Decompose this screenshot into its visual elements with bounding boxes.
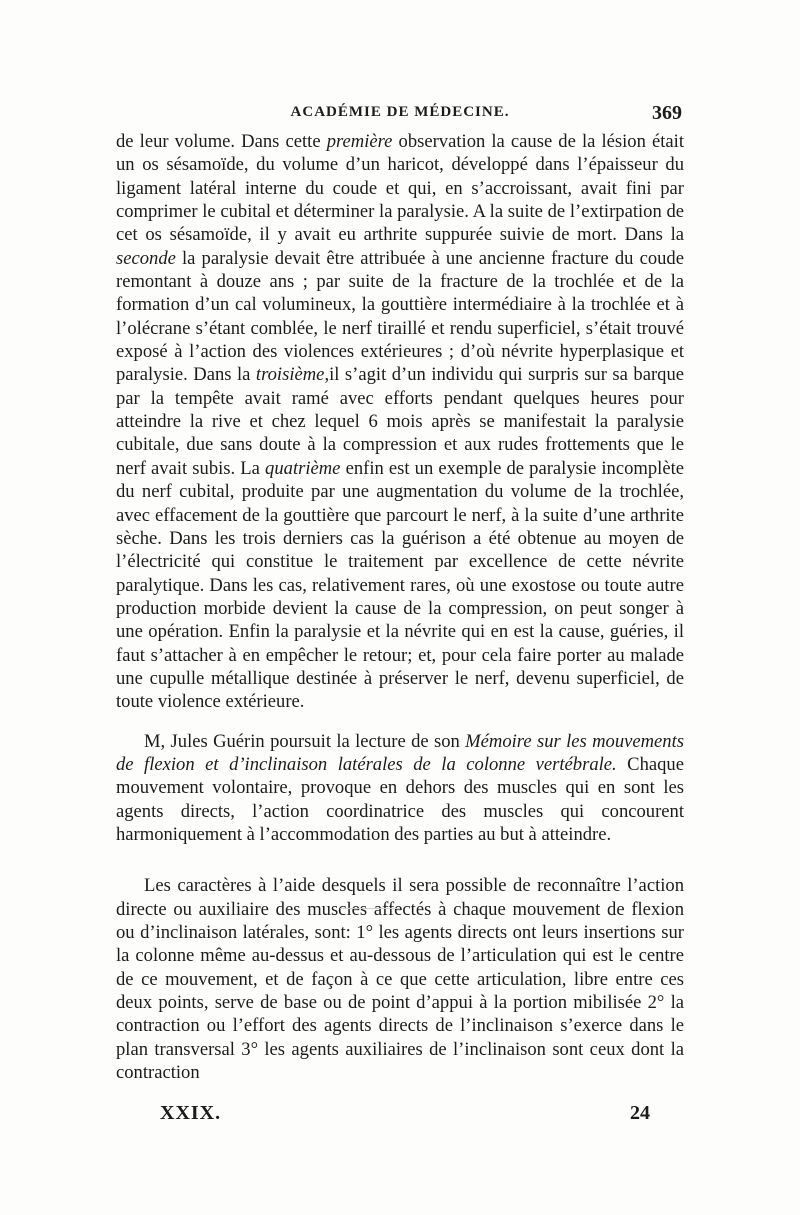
text-segment: Les caractères à l’aide desquels il sera possible de reconnaître l’action directe ou auxiliaire des muscles affectés à chaque mouvement de flexion ou d’inclinaison latérales, sont: 1° les agents directs ont leurs insertions sur la colonne même au-dessus et au-dessous de l’articulation qui est le centre de ce mouvement, et de façon à ce que cette articulation, libre entre ces deux points, serve de base ou de point d’appui à la portion mibilisée 2° la contraction ou l’effort des agents directs de l’inclinaison s’exerce dans le plan transversal 3° les agents auxiliaires de l’inclinaison sont ceux dont la contraction (116, 875, 684, 1084)
text-segment: ,il s’agit d’un individu qui surpris sur sa barque par la tempête avait ramé avec efforts pendant quelques heures pour atteindre la rive et chez lequel 6 mois après se manifestait la paralysie cubitale, due sans doute à la compression et aux rudes frottements que le nerf avait subis. La (116, 364, 685, 479)
italic-text-segment: Mémoire sur les mouvements de flexion et d’inclinaison latérales de la colonne vertébrale. (116, 730, 684, 775)
paragraph-muscle-characters (116, 874, 684, 1084)
text-segment: Chaque mouvement volontaire, provoque en dehors des muscles qui en sont les agents directs, l’action coordinatrice des muscles qui concourent harmoniquement à l’accommodation des parties au but à atteindre. (116, 753, 684, 845)
page-number: 369 (652, 102, 682, 124)
italic-text-segment: première (326, 131, 393, 152)
body-text (116, 130, 684, 1084)
text-segment: de leur volume. Dans cette (116, 131, 327, 152)
paragraph-guerin-memoire (116, 730, 684, 847)
signature-mark: XXIX. (160, 1102, 222, 1124)
paragraph-case-reports (116, 130, 684, 714)
text-segment: observation la cause de la lésion était un os sésamoïde, du volume d’un haricot, développé dans l’épaisseur du ligament latéral interne du coude et qui, en s’accroissant, avait fini par comprimer le cubital et déterminer la paralysie. A la suite de l’extirpation de cet os sésamoïde, il y avait eu arthrite suppurée suivie de mort. Dans la (116, 131, 684, 246)
text-segment: enfin est un exemple de paralysie incomplète du nerf cubital, produite par une augmentation du volume de la trochlée, avec effacement de la gouttière que parcourt le nerf, à la suite d’une arthrite sèche. Dans les trois derniers cas la guérison a été obtenue au moyen de l’électricité qui constitue le traitement par excellence de cette névrite paralytique. Dans les cas, relativement rares, où une exostose ou toute autre production morbide devient la cause de la compression, on peut songer à une opération. Enfin la paralysie et la névrite qui en est la cause, guéries, il faut s’attacher à en empêcher le retour; et, pour cela faire porter au malade une cupulle métallique destinée à préserver le nerf, devenu superficiel, de toute violence extérieure. (116, 457, 684, 713)
page-footer (160, 1102, 650, 1132)
sheet-number: 24 (630, 1102, 650, 1124)
running-header (116, 102, 684, 128)
text-segment: la paralysie devait être attribuée à une ancienne fracture du coude remontant à douze ans ; par suite de la fracture de la trochlée et de la formation d’un cal volumineux, la gouttière intermédiaire à la trochlée et à l’olécrane s’étant comblée, le nerf tiraillé et rendu superficiel, s’était trouvé exposé à l’action des violences extérieures ; d’où névrite hyperplasique et paralysie. Dans la (116, 247, 684, 386)
italic-text-segment: seconde (116, 247, 176, 269)
section-divider (340, 908, 400, 909)
running-title: ACADÉMIE DE MÉDECINE. (290, 104, 510, 120)
italic-text-segment: quatrième (265, 457, 341, 479)
text-segment: M, Jules Guérin poursuit la lecture de son (144, 730, 466, 752)
italic-text-segment: troisième (255, 364, 325, 386)
